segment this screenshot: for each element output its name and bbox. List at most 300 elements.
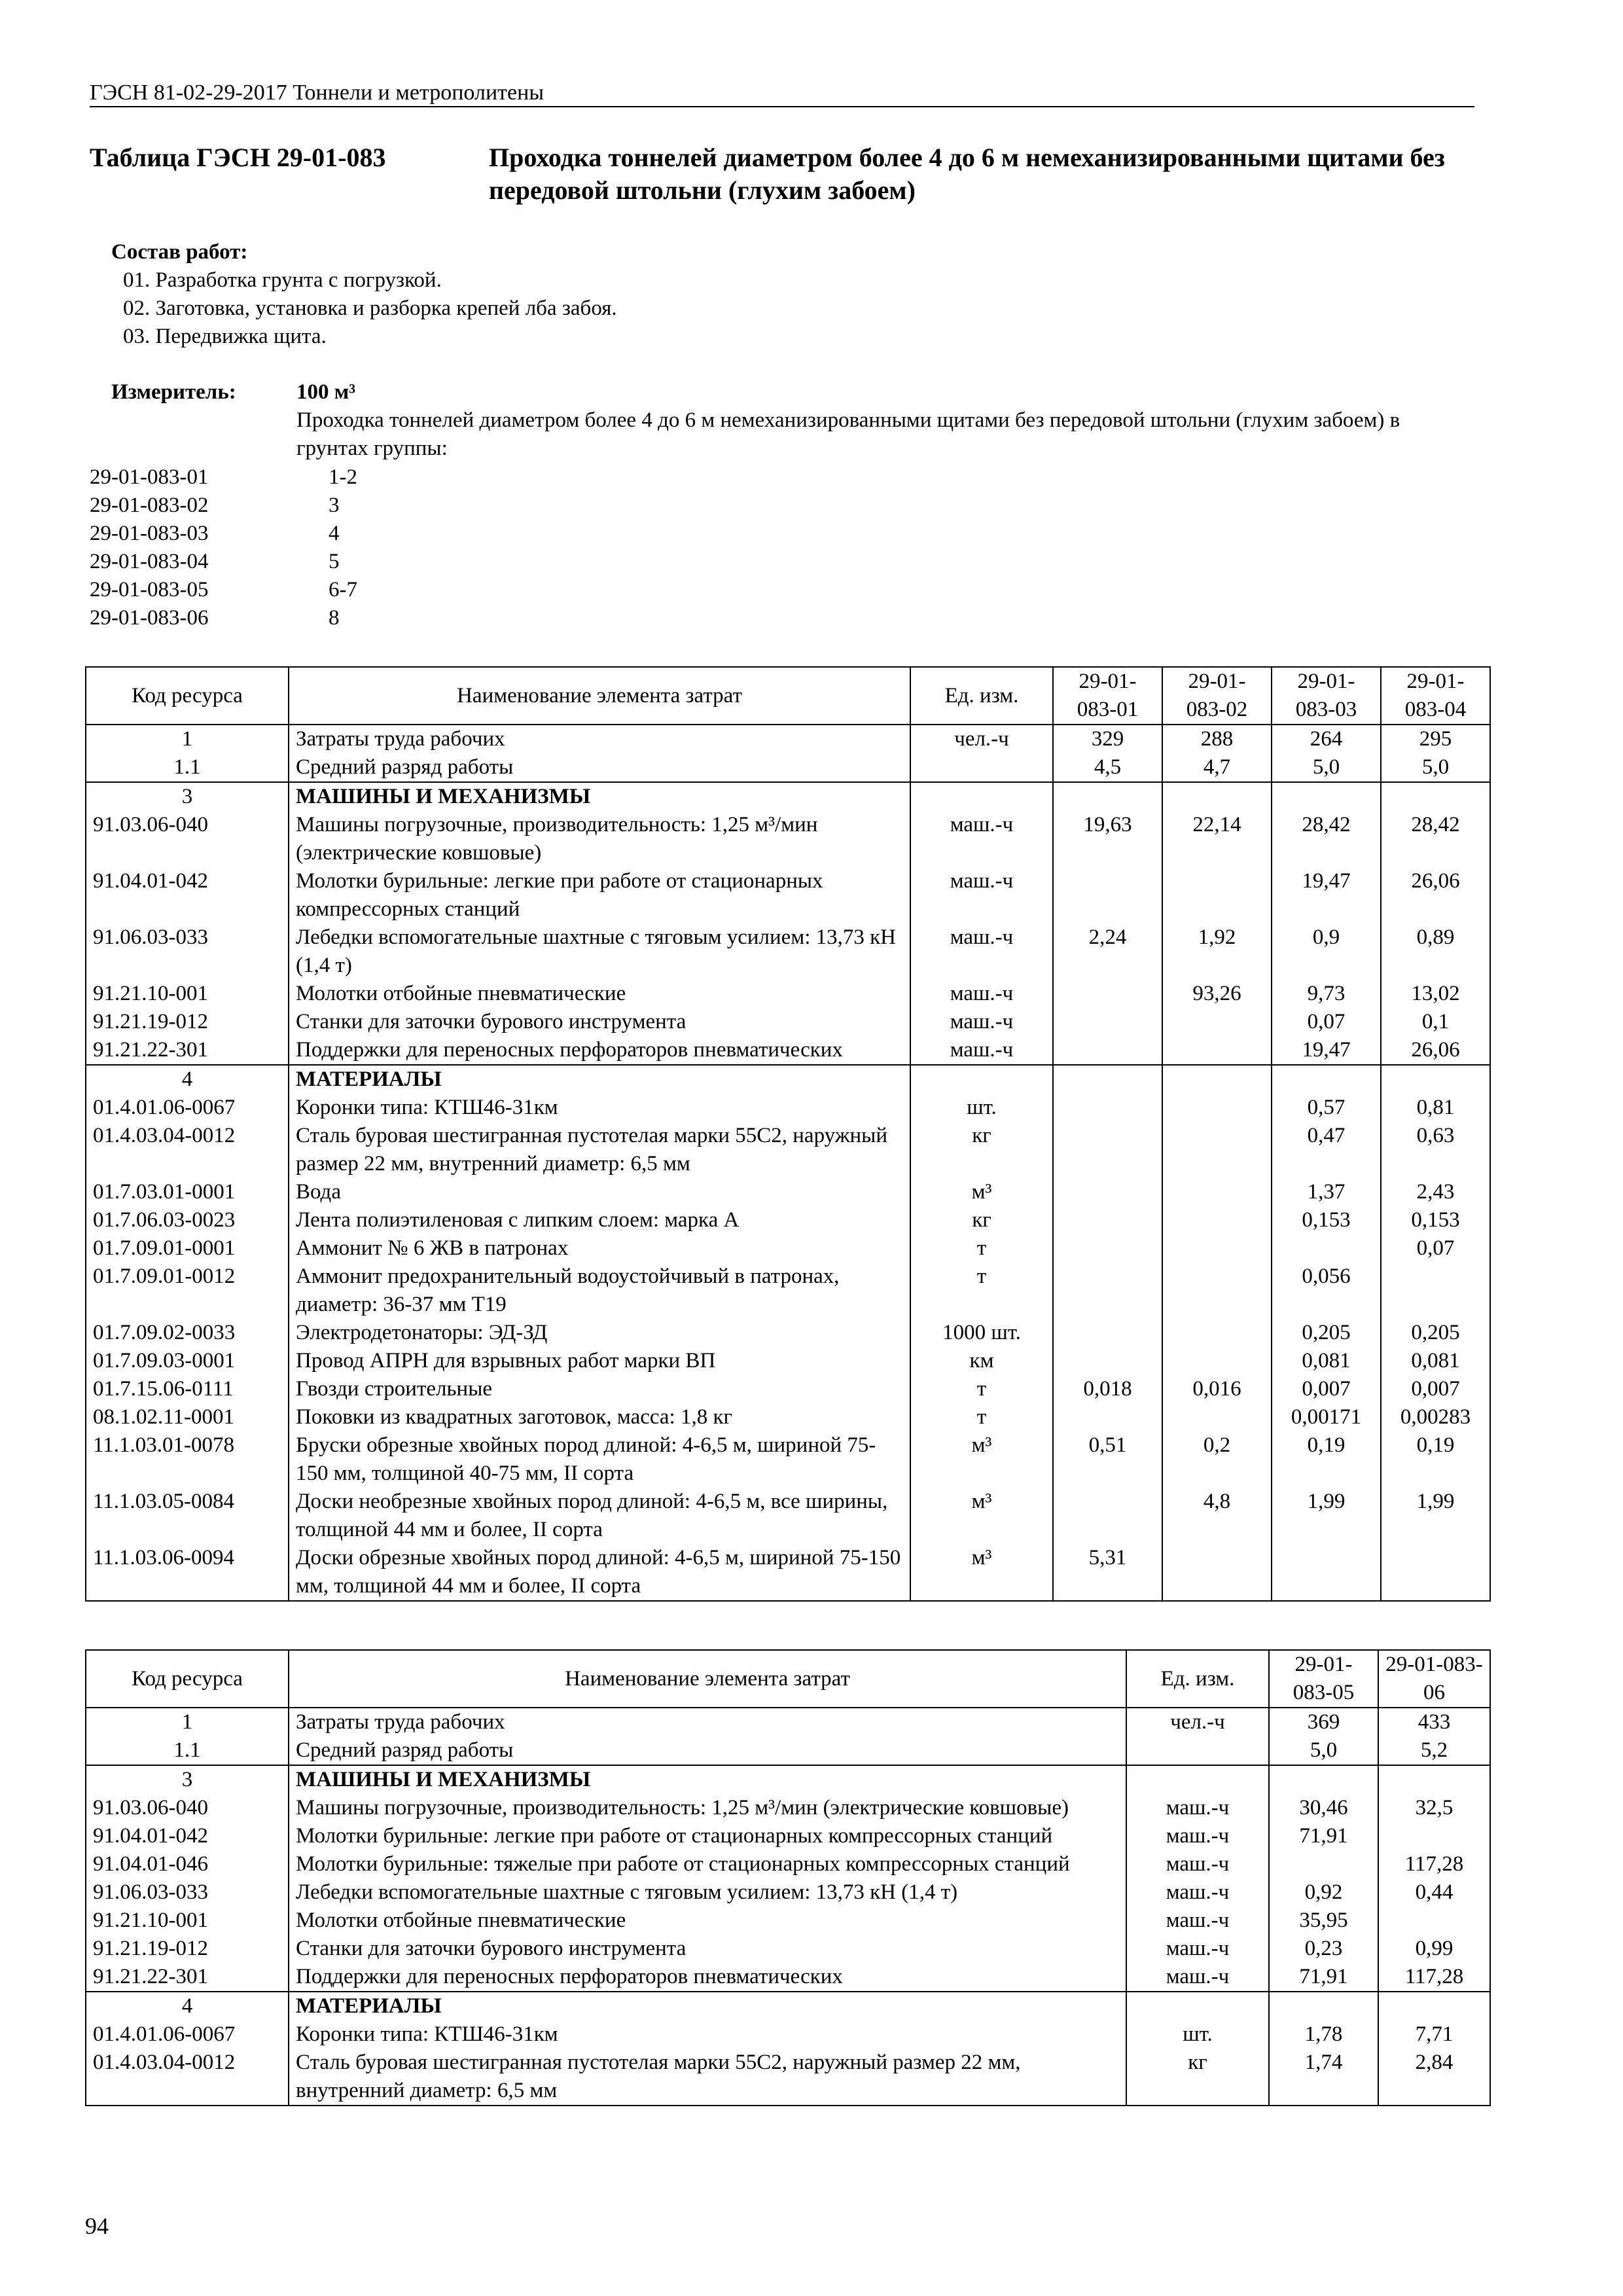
empty-cell — [1272, 782, 1381, 811]
value-cell: 0,44 — [1378, 1878, 1490, 1907]
empty-cell — [1053, 782, 1162, 811]
resource-code: 01.4.03.04-0012 — [86, 2049, 289, 2106]
resource-name: Гвозди строительные — [289, 1375, 910, 1403]
resource-name: Средний разряд работы — [289, 753, 910, 782]
resource-code: 1 — [86, 1708, 289, 1736]
value-cell — [1053, 1263, 1162, 1319]
value-cell: 0,205 — [1381, 1319, 1490, 1347]
column-header: Ед. изм. — [1126, 1650, 1269, 1708]
column-header: Код ресурса — [86, 667, 289, 725]
code-number: 29-01-083-03 — [90, 522, 209, 545]
resource-code: 91.03.06-040 — [86, 811, 289, 867]
resource-row — [86, 1488, 1490, 1544]
value-cell: 0,081 — [1381, 1347, 1490, 1375]
value-cell — [1162, 1403, 1272, 1431]
code-number: 29-01-083-04 — [90, 550, 209, 573]
empty-cell — [910, 1065, 1053, 1094]
empty-cell — [1162, 782, 1272, 811]
resource-code: 91.06.03-033 — [86, 924, 289, 980]
empty-cell — [1053, 1065, 1162, 1094]
value-cell — [1053, 867, 1162, 924]
resource-name: Сталь буровая шестигранная пустотелая марки 55С2, наружный размер 22 мм, внутренний диаметр: 6,5 мм — [289, 2049, 1126, 2106]
value-cell: 4,7 — [1162, 753, 1272, 782]
value-cell: 369 — [1269, 1708, 1378, 1736]
resource-row — [86, 1544, 1490, 1601]
value-cell — [1381, 1263, 1490, 1319]
unit-cell: маш.-ч — [1126, 1794, 1269, 1822]
value-cell: 5,0 — [1269, 1736, 1378, 1765]
code-number: 29-01-083-06 — [90, 606, 209, 630]
value-cell: 0,007 — [1381, 1375, 1490, 1403]
empty-cell — [1381, 782, 1490, 811]
column-header: 29-01-083-03 — [1272, 667, 1381, 725]
resource-code: 4 — [86, 1992, 289, 2020]
resource-row — [86, 1375, 1490, 1403]
unit-cell: т — [910, 1234, 1053, 1263]
value-cell: 5,0 — [1272, 753, 1381, 782]
empty-cell — [1272, 1065, 1381, 1094]
value-cell: 1,37 — [1272, 1178, 1381, 1206]
running-header: ГЭСН 81-02-29-2017 Тоннели и метрополитены — [90, 80, 1474, 107]
value-cell: 117,28 — [1378, 1850, 1490, 1878]
resource-code: 01.4.03.04-0012 — [86, 1122, 289, 1178]
value-cell: 28,42 — [1272, 811, 1381, 867]
value-cell: 0,153 — [1272, 1206, 1381, 1234]
resource-name: Лебедки вспомогательные шахтные с тяговым усилием: 13,73 кН (1,4 т) — [289, 1878, 1126, 1907]
value-cell: 433 — [1378, 1708, 1490, 1736]
value-cell: 13,02 — [1381, 980, 1490, 1008]
value-cell — [1381, 1544, 1490, 1601]
unit-cell: т — [910, 1403, 1053, 1431]
resource-code: 91.21.19-012 — [86, 1935, 289, 1963]
section-row — [86, 1065, 1490, 1094]
soil-group: 8 — [329, 606, 340, 630]
unit-cell: маш.-ч — [910, 867, 1053, 924]
section-row — [86, 1765, 1490, 1794]
empty-cell — [1126, 1765, 1269, 1794]
empty-cell — [1269, 1992, 1378, 2020]
value-cell: 2,84 — [1378, 2049, 1490, 2106]
unit-cell: кг — [910, 1122, 1053, 1178]
resource-row — [86, 1122, 1490, 1178]
resource-row — [86, 1036, 1490, 1065]
resource-name: Лебедки вспомогательные шахтные с тяговым усилием: 13,73 кН (1,4 т) — [289, 924, 910, 980]
value-cell — [1162, 1178, 1272, 1206]
value-cell: 264 — [1272, 725, 1381, 753]
value-cell: 4,5 — [1053, 753, 1162, 782]
resource-row — [86, 1850, 1490, 1878]
unit-cell: т — [910, 1375, 1053, 1403]
resource-code: 91.21.10-001 — [86, 1907, 289, 1935]
value-cell: 0,89 — [1381, 924, 1490, 980]
unit-cell: 1000 шт. — [910, 1319, 1053, 1347]
unit-cell: чел.-ч — [1126, 1708, 1269, 1736]
value-cell: 0,07 — [1272, 1008, 1381, 1036]
resource-name: Бруски обрезные хвойных пород длиной: 4-6,5 м, шириной 75-150 мм, толщиной 40-75 мм, II сорта — [289, 1431, 910, 1488]
resource-code: 91.21.19-012 — [86, 1008, 289, 1036]
empty-cell — [1378, 1765, 1490, 1794]
resource-code: 91.04.01-042 — [86, 1822, 289, 1850]
resource-name: Молотки бурильные: тяжелые при работе от стационарных компрессорных станций — [289, 1850, 1126, 1878]
composition-item: 01. Разработка грунта с погрузкой. — [123, 268, 442, 292]
column-header: Ед. изм. — [910, 667, 1053, 725]
value-cell: 0,19 — [1272, 1431, 1381, 1488]
resource-code: 91.03.06-040 — [86, 1794, 289, 1822]
resource-row — [86, 1178, 1490, 1206]
value-cell: 0,19 — [1381, 1431, 1490, 1488]
resource-row — [86, 1263, 1490, 1319]
resource-code: 11.1.03.05-0084 — [86, 1488, 289, 1544]
value-cell: 2,24 — [1053, 924, 1162, 980]
resource-name: Коронки типа: КТШ46-31км — [289, 1094, 910, 1122]
value-cell — [1053, 1319, 1162, 1347]
unit-cell: кг — [910, 1206, 1053, 1234]
column-header: Наименование элемента затрат — [289, 667, 910, 725]
unit-cell: шт. — [1126, 2020, 1269, 2049]
resource-code: 91.21.22-301 — [86, 1963, 289, 1992]
resource-code: 91.06.03-033 — [86, 1878, 289, 1907]
unit-cell: шт. — [910, 1094, 1053, 1122]
resource-code: 01.7.09.01-0012 — [86, 1263, 289, 1319]
resource-row — [86, 1347, 1490, 1375]
value-cell: 5,2 — [1378, 1736, 1490, 1765]
value-cell — [1053, 1403, 1162, 1431]
value-cell: 32,5 — [1378, 1794, 1490, 1822]
measure-description: Проходка тоннелей диаметром более 4 до 6 м немеханизированными щитами без передовой штольни (глухим забоем) в грунтах группы: — [296, 408, 1400, 460]
resource-name: Молотки отбойные пневматические — [289, 980, 910, 1008]
unit-cell: маш.-ч — [1126, 1935, 1269, 1963]
value-cell: 30,46 — [1269, 1794, 1378, 1822]
measure-label: Измеритель: — [111, 380, 236, 404]
table-number: Таблица ГЭСН 29-01-083 — [90, 143, 386, 172]
resource-name: Поддержки для переносных перфораторов пневматических — [289, 1036, 910, 1065]
value-cell: 1,78 — [1269, 2020, 1378, 2049]
value-cell: 0,00171 — [1272, 1403, 1381, 1431]
resource-row — [86, 1094, 1490, 1122]
value-cell: 0,51 — [1053, 1431, 1162, 1488]
resource-row — [86, 1319, 1490, 1347]
value-cell — [1272, 1544, 1381, 1601]
resource-row — [86, 2049, 1490, 2106]
column-header: 29-01-083-01 — [1053, 667, 1162, 725]
value-cell: 0,63 — [1381, 1122, 1490, 1178]
composition-label: Состав работ: — [111, 240, 248, 264]
unit-cell: маш.-ч — [910, 1036, 1053, 1065]
value-cell: 0,081 — [1272, 1347, 1381, 1375]
unit-cell — [910, 753, 1053, 782]
value-cell — [1053, 1206, 1162, 1234]
resource-name: Станки для заточки бурового инструмента — [289, 1935, 1126, 1963]
value-cell: 0,07 — [1381, 1234, 1490, 1263]
soil-group: 4 — [329, 522, 340, 545]
empty-cell — [910, 782, 1053, 811]
resource-name: Вода — [289, 1178, 910, 1206]
measure-unit: 100 м³ — [296, 380, 356, 404]
code-number: 29-01-083-02 — [90, 493, 209, 517]
value-cell: 19,47 — [1272, 1036, 1381, 1065]
value-cell — [1162, 1122, 1272, 1178]
value-cell: 1,99 — [1381, 1488, 1490, 1544]
resource-code: 1.1 — [86, 753, 289, 782]
unit-cell: т — [910, 1263, 1053, 1319]
value-cell: 0,153 — [1381, 1206, 1490, 1234]
resource-table-2 — [85, 1649, 1491, 2106]
value-cell — [1162, 1036, 1272, 1065]
resource-code: 11.1.03.01-0078 — [86, 1431, 289, 1488]
value-cell: 1,74 — [1269, 2049, 1378, 2106]
value-cell: 4,8 — [1162, 1488, 1272, 1544]
resource-row — [86, 1431, 1490, 1488]
value-cell: 93,26 — [1162, 980, 1272, 1008]
section-title: МАТЕРИАЛЫ — [289, 1065, 910, 1094]
resource-name: Машины погрузочные, производительность: 1,25 м³/мин (электрические ковшовые) — [289, 1794, 1126, 1822]
resource-row — [86, 1234, 1490, 1263]
column-header: 29-01-083-04 — [1381, 667, 1490, 725]
value-cell — [1162, 1544, 1272, 1601]
resource-name: Поковки из квадратных заготовок, масса: 1,8 кг — [289, 1403, 910, 1431]
resource-row — [86, 867, 1490, 924]
value-cell — [1162, 867, 1272, 924]
resource-row — [86, 725, 1490, 753]
value-cell: 0,018 — [1053, 1375, 1162, 1403]
soil-group: 6-7 — [329, 578, 357, 601]
resource-row — [86, 1878, 1490, 1907]
resource-name: Молотки бурильные: легкие при работе от стационарных компрессорных станций — [289, 1822, 1126, 1850]
value-cell — [1162, 1347, 1272, 1375]
unit-cell: маш.-ч — [910, 980, 1053, 1008]
value-cell: 329 — [1053, 725, 1162, 753]
table-title: Проходка тоннелей диаметром более 4 до 6 м немеханизированными щитами без передовой штольни (глухим забоем) — [489, 143, 1445, 205]
value-cell — [1269, 1850, 1378, 1878]
value-cell: 0,205 — [1272, 1319, 1381, 1347]
resource-name: Доски необрезные хвойных пород длиной: 4-6,5 м, все ширины, толщиной 44 мм и более, II сорта — [289, 1488, 910, 1544]
value-cell: 0,00283 — [1381, 1403, 1490, 1431]
resource-code: 1 — [86, 725, 289, 753]
soil-group: 5 — [329, 550, 340, 573]
resource-name: Доски обрезные хвойных пород длиной: 4-6,5 м, шириной 75-150 мм, толщиной 44 мм и более, II сорта — [289, 1544, 910, 1601]
section-title: МАШИНЫ И МЕХАНИЗМЫ — [289, 1765, 1126, 1794]
resource-code: 91.04.01-046 — [86, 1850, 289, 1878]
value-cell — [1053, 1234, 1162, 1263]
unit-cell: кг — [1126, 2049, 1269, 2106]
section-title: МАТЕРИАЛЫ — [289, 1992, 1126, 2020]
value-cell — [1053, 980, 1162, 1008]
column-header: 29-01-083-05 — [1269, 1650, 1378, 1708]
resource-row — [86, 1008, 1490, 1036]
value-cell — [1053, 1094, 1162, 1122]
value-cell: 19,47 — [1272, 867, 1381, 924]
value-cell: 28,42 — [1381, 811, 1490, 867]
resource-code: 08.1.02.11-0001 — [86, 1403, 289, 1431]
resource-name: Электродетонаторы: ЭД-ЗД — [289, 1319, 910, 1347]
value-cell: 7,71 — [1378, 2020, 1490, 2049]
value-cell — [1162, 1234, 1272, 1263]
value-cell: 0,57 — [1272, 1094, 1381, 1122]
resource-name: Средний разряд работы — [289, 1736, 1126, 1765]
section-row — [86, 782, 1490, 811]
column-header: Код ресурса — [86, 1650, 289, 1708]
value-cell — [1053, 1122, 1162, 1178]
resource-code: 91.21.22-301 — [86, 1036, 289, 1065]
empty-cell — [1126, 1992, 1269, 2020]
value-cell: 0,1 — [1381, 1008, 1490, 1036]
value-cell — [1162, 1094, 1272, 1122]
soil-group: 3 — [329, 493, 340, 517]
value-cell: 26,06 — [1381, 867, 1490, 924]
composition-item: 02. Заготовка, установка и разборка крепей лба забоя. — [123, 296, 617, 320]
resource-name: Затраты труда рабочих — [289, 1708, 1126, 1736]
value-cell — [1053, 1347, 1162, 1375]
value-cell — [1162, 1206, 1272, 1234]
value-cell: 0,007 — [1272, 1375, 1381, 1403]
value-cell: 288 — [1162, 725, 1272, 753]
resource-row — [86, 1822, 1490, 1850]
unit-cell: маш.-ч — [1126, 1822, 1269, 1850]
resource-code: 01.7.03.01-0001 — [86, 1178, 289, 1206]
unit-cell: маш.-ч — [910, 1008, 1053, 1036]
value-cell: 5,0 — [1381, 753, 1490, 782]
value-cell — [1162, 1263, 1272, 1319]
resource-name: Аммонит № 6 ЖВ в патронах — [289, 1234, 910, 1263]
section-title: МАШИНЫ И МЕХАНИЗМЫ — [289, 782, 910, 811]
unit-cell: м³ — [910, 1178, 1053, 1206]
value-cell — [1053, 1178, 1162, 1206]
resource-code: 11.1.03.06-0094 — [86, 1544, 289, 1601]
value-cell: 22,14 — [1162, 811, 1272, 867]
resource-name: Лента полиэтиленовая с липким слоем: марка А — [289, 1206, 910, 1234]
resource-table-1 — [85, 666, 1491, 1602]
column-header: Наименование элемента затрат — [289, 1650, 1126, 1708]
empty-cell — [1381, 1065, 1490, 1094]
column-header: 29-01-083-02 — [1162, 667, 1272, 725]
resource-code: 01.7.06.03-0023 — [86, 1206, 289, 1234]
value-cell: 0,23 — [1269, 1935, 1378, 1963]
value-cell — [1053, 1036, 1162, 1065]
resource-code: 1.1 — [86, 1736, 289, 1765]
resource-code: 01.4.01.06-0067 — [86, 1094, 289, 1122]
unit-cell: м³ — [910, 1431, 1053, 1488]
resource-row — [86, 1794, 1490, 1822]
resource-row — [86, 1403, 1490, 1431]
unit-cell: м³ — [910, 1488, 1053, 1544]
resource-row — [86, 1907, 1490, 1935]
resource-name: Затраты труда рабочих — [289, 725, 910, 753]
resource-row — [86, 980, 1490, 1008]
value-cell: 0,016 — [1162, 1375, 1272, 1403]
unit-cell: маш.-ч — [1126, 1907, 1269, 1935]
value-cell: 19,63 — [1053, 811, 1162, 867]
value-cell: 295 — [1381, 725, 1490, 753]
empty-cell — [1378, 1992, 1490, 2020]
unit-cell: чел.-ч — [910, 725, 1053, 753]
value-cell: 0,99 — [1378, 1935, 1490, 1963]
unit-cell: маш.-ч — [1126, 1963, 1269, 1992]
work-composition — [111, 238, 617, 351]
unit-cell: маш.-ч — [910, 924, 1053, 980]
value-cell: 2,43 — [1381, 1178, 1490, 1206]
resource-name: Станки для заточки бурового инструмента — [289, 1008, 910, 1036]
value-cell — [1378, 1822, 1490, 1850]
value-cell: 0,9 — [1272, 924, 1381, 980]
resource-name: Провод АПРН для взрывных работ марки ВП — [289, 1347, 910, 1375]
resource-code: 3 — [86, 782, 289, 811]
resource-name: Коронки типа: КТШ46-31км — [289, 2020, 1126, 2049]
value-cell: 0,47 — [1272, 1122, 1381, 1178]
resource-row — [86, 1935, 1490, 1963]
page-number: 94 — [85, 2213, 109, 2239]
resource-name: Поддержки для переносных перфораторов пневматических — [289, 1963, 1126, 1992]
table-header-row — [86, 1650, 1490, 1708]
unit-cell: маш.-ч — [910, 811, 1053, 867]
resource-row — [86, 1963, 1490, 1992]
value-cell: 0,056 — [1272, 1263, 1381, 1319]
unit-cell — [1126, 1736, 1269, 1765]
resource-name: Аммонит предохранительный водоустойчивый в патронах, диаметр: 36-37 мм Т19 — [289, 1263, 910, 1319]
value-cell: 1,99 — [1272, 1488, 1381, 1544]
empty-cell — [1162, 1065, 1272, 1094]
value-cell — [1162, 1008, 1272, 1036]
unit-cell: маш.-ч — [1126, 1878, 1269, 1907]
unit-cell: м³ — [910, 1544, 1053, 1601]
value-cell: 1,92 — [1162, 924, 1272, 980]
resource-name: Сталь буровая шестигранная пустотелая марки 55С2, наружный размер 22 мм, внутренний диаметр: 6,5 мм — [289, 1122, 910, 1178]
resource-name: Молотки отбойные пневматические — [289, 1907, 1126, 1935]
column-header: 29-01-083-06 — [1378, 1650, 1490, 1708]
resource-row — [86, 924, 1490, 980]
value-cell — [1162, 1319, 1272, 1347]
resource-code: 01.7.09.01-0001 — [86, 1234, 289, 1263]
code-number: 29-01-083-05 — [90, 578, 209, 601]
resource-code: 01.4.01.06-0067 — [86, 2020, 289, 2049]
composition-item: 03. Передвижка щита. — [123, 325, 327, 348]
code-number: 29-01-083-01 — [90, 465, 209, 489]
resource-code: 01.7.15.06-0111 — [86, 1375, 289, 1403]
resource-name: Машины погрузочные, производительность: 1,25 м³/мин (электрические ковшовые) — [289, 811, 910, 867]
resource-code: 3 — [86, 1765, 289, 1794]
resource-code: 01.7.09.02-0033 — [86, 1319, 289, 1347]
value-cell — [1053, 1488, 1162, 1544]
resource-row — [86, 1206, 1490, 1234]
section-row — [86, 1992, 1490, 2020]
resource-row — [86, 2020, 1490, 2049]
soil-group: 1-2 — [329, 465, 357, 489]
value-cell: 71,91 — [1269, 1822, 1378, 1850]
empty-cell — [1269, 1765, 1378, 1794]
resource-code: 91.04.01-042 — [86, 867, 289, 924]
value-cell: 71,91 — [1269, 1963, 1378, 1992]
value-cell: 0,92 — [1269, 1878, 1378, 1907]
value-cell — [1053, 1008, 1162, 1036]
value-cell: 26,06 — [1381, 1036, 1490, 1065]
value-cell: 9,73 — [1272, 980, 1381, 1008]
value-cell: 117,28 — [1378, 1963, 1490, 1992]
value-cell — [1378, 1907, 1490, 1935]
resource-row — [86, 753, 1490, 782]
resource-row — [86, 1708, 1490, 1736]
value-cell — [1272, 1234, 1381, 1263]
value-cell: 35,95 — [1269, 1907, 1378, 1935]
resource-code: 91.21.10-001 — [86, 980, 289, 1008]
resource-name: Молотки бурильные: легкие при работе от стационарных компрессорных станций — [289, 867, 910, 924]
value-cell: 0,81 — [1381, 1094, 1490, 1122]
resource-code: 4 — [86, 1065, 289, 1094]
resource-code: 01.7.09.03-0001 — [86, 1347, 289, 1375]
resource-row — [86, 1736, 1490, 1765]
table-header-row — [86, 667, 1490, 725]
value-cell: 0,2 — [1162, 1431, 1272, 1488]
unit-cell: маш.-ч — [1126, 1850, 1269, 1878]
resource-row — [86, 811, 1490, 867]
